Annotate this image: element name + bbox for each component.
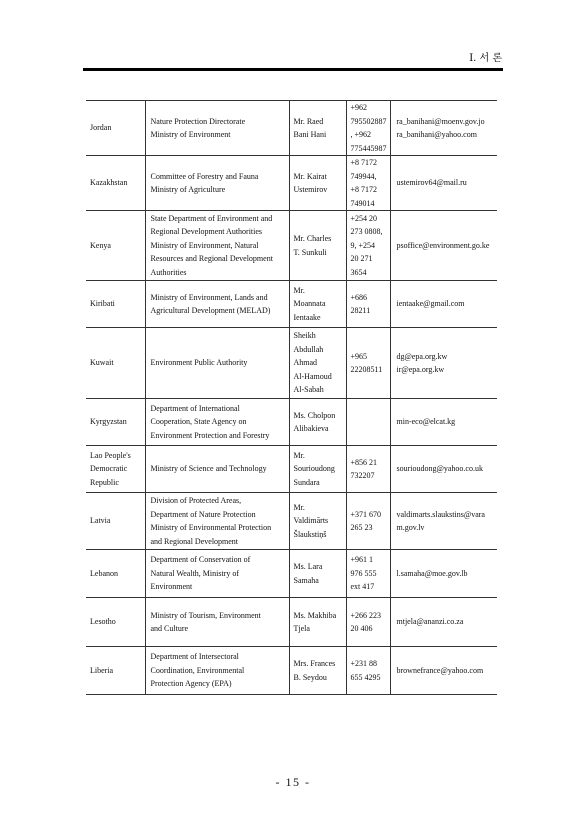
organization-name-line: Ministry of Tourism, Environment bbox=[150, 610, 261, 620]
contact-person-cell bbox=[289, 101, 346, 156]
organization-name-line: Agricultural Development (MELAD) bbox=[150, 306, 271, 315]
phone-number-line: 976 555 bbox=[350, 568, 377, 578]
organization-cell bbox=[145, 399, 289, 446]
organization-cell bbox=[145, 647, 289, 695]
phone-cell bbox=[346, 328, 390, 399]
phone-number-line: 9, +254 bbox=[350, 240, 376, 250]
email-address-line: min-eco@elcat.kg bbox=[396, 417, 456, 427]
phone-number-line: 749944, bbox=[350, 171, 377, 181]
country-cell bbox=[86, 101, 145, 156]
organization-name-line: Ministry of Environment, Natural bbox=[150, 240, 259, 250]
organization-name-line: Authorities bbox=[150, 267, 187, 277]
contact-name-line: B. Seydou bbox=[293, 672, 327, 682]
email-address-line: mtjela@ananzi.co.za bbox=[396, 617, 464, 627]
phone-cell bbox=[346, 399, 390, 446]
country-cell bbox=[86, 211, 145, 281]
table-row bbox=[86, 211, 497, 281]
contact-name-line: Mr. bbox=[293, 285, 305, 295]
organization-cell bbox=[145, 446, 289, 493]
phone-number-line: +8 7172 bbox=[350, 185, 378, 194]
contact-person-cell bbox=[289, 493, 346, 550]
contact-person-cell bbox=[289, 446, 346, 493]
country-name: Lebanon bbox=[90, 568, 118, 578]
phone-number-line: 22208511 bbox=[350, 365, 383, 374]
phone-cell bbox=[346, 281, 390, 328]
organization-name-line: Ministry of Environment, Lands and bbox=[150, 292, 268, 302]
contact-person-cell bbox=[289, 647, 346, 695]
email-cell bbox=[390, 328, 497, 399]
organization-name-line: Environment Public Authority bbox=[150, 358, 248, 368]
phone-number-line: +962 bbox=[350, 103, 368, 112]
phone-number-line: 655 4295 bbox=[350, 672, 381, 682]
email-cell bbox=[390, 446, 497, 493]
contact-person-cell bbox=[289, 281, 346, 328]
country-cell bbox=[86, 156, 145, 211]
phone-number-line: 795502887 bbox=[350, 116, 387, 126]
phone-cell bbox=[346, 446, 390, 493]
table-row bbox=[86, 598, 497, 647]
country-name: Democratic bbox=[90, 464, 128, 474]
contact-person-cell bbox=[289, 550, 346, 598]
phone-number-line: 732207 bbox=[350, 471, 375, 480]
organization-cell bbox=[145, 598, 289, 647]
organization-name-line: Committee of Forestry and Fauna bbox=[150, 171, 259, 181]
email-address-line: l.samaha@moe.gov.lb bbox=[396, 568, 468, 578]
email-cell bbox=[390, 647, 497, 695]
email-cell bbox=[390, 281, 497, 328]
contact-person-cell bbox=[289, 598, 346, 647]
organization-name-line: Coordination, Environmental bbox=[150, 665, 245, 675]
contact-person-cell bbox=[289, 328, 346, 399]
table-row bbox=[86, 281, 497, 328]
contact-name-line: Sheikh bbox=[293, 331, 316, 341]
country-cell bbox=[86, 399, 145, 446]
contact-name-line: Abdullah bbox=[293, 344, 324, 354]
contact-person-cell bbox=[289, 156, 346, 211]
section-header: I. 서 론 bbox=[469, 53, 502, 64]
email-address-line: psoffice@environment.go.ke bbox=[396, 240, 490, 250]
contact-person-cell bbox=[289, 211, 346, 281]
country-name: Jordan bbox=[90, 123, 112, 133]
contact-name-line: Mr. Charles bbox=[293, 234, 332, 243]
email-cell bbox=[390, 101, 497, 156]
table-row bbox=[86, 550, 497, 598]
phone-number-line: 28211 bbox=[350, 306, 371, 315]
contact-name-line: Sundara bbox=[293, 477, 320, 487]
email-address-line: brownefrance@yahoo.com bbox=[396, 665, 484, 675]
email-cell bbox=[390, 399, 497, 446]
page-number: - 15 - bbox=[275, 775, 311, 789]
organization-cell bbox=[145, 211, 289, 281]
contact-name-line: Sourioudong bbox=[293, 464, 335, 474]
country-name: Latvia bbox=[90, 516, 111, 526]
organization-name-line: State Department of Environment and bbox=[150, 213, 273, 223]
organization-name-line: Protection Agency (EPA) bbox=[150, 679, 232, 689]
email-address-line: ientaake@gmail.com bbox=[396, 299, 465, 309]
phone-number-line: 20 271 bbox=[350, 254, 373, 264]
country-cell bbox=[86, 281, 145, 328]
organization-name-line: and Regional Development bbox=[150, 536, 239, 546]
phone-number-line: 20 406 bbox=[350, 624, 373, 633]
country-name: Kazakhstan bbox=[90, 178, 128, 188]
contact-name-line: Alibakieva bbox=[293, 424, 329, 433]
email-address-line: valdimarts.slaukstins@vara bbox=[396, 509, 485, 519]
phone-cell bbox=[346, 211, 390, 281]
email-address-line: sourioudong@yahoo.co.uk bbox=[396, 464, 483, 474]
email-cell bbox=[390, 598, 497, 647]
contact-person-cell bbox=[289, 399, 346, 446]
contact-name-line: Valdimārts bbox=[293, 516, 329, 526]
country-name: Lao People's bbox=[90, 450, 131, 460]
email-cell bbox=[390, 156, 497, 211]
country-name: Liberia bbox=[90, 665, 114, 675]
country-name: Kuwait bbox=[90, 358, 114, 368]
country-name: Republic bbox=[90, 477, 119, 487]
contact-name-line: Samaha bbox=[293, 575, 319, 585]
contact-name-line: Ms. Makhiba bbox=[293, 610, 337, 620]
email-address-line: ra_banihani@moenv.gov.jo bbox=[396, 116, 485, 126]
table-row bbox=[86, 446, 497, 493]
phone-number-line: ext 417 bbox=[350, 582, 375, 592]
contact-name-line: Bani Hani bbox=[293, 130, 327, 139]
email-address-line: ir@epa.org.kw bbox=[396, 365, 445, 374]
header-rule bbox=[83, 68, 503, 71]
table-row bbox=[86, 647, 497, 695]
organization-name-line: Division of Protected Areas, bbox=[150, 496, 242, 505]
phone-number-line: +254 20 bbox=[350, 213, 378, 223]
organization-name-line: Resources and Regional Development bbox=[150, 254, 273, 264]
contact-name-line: Mr. bbox=[293, 450, 305, 460]
contacts-table bbox=[86, 100, 497, 695]
phone-cell bbox=[346, 101, 390, 156]
country-cell bbox=[86, 647, 145, 695]
organization-cell bbox=[145, 281, 289, 328]
phone-number-line: +965 bbox=[350, 351, 368, 361]
country-cell bbox=[86, 446, 145, 493]
country-name: Lesotho bbox=[90, 617, 116, 627]
organization-name-line: Department of Intersectoral bbox=[150, 652, 239, 662]
contact-name-line: Ahmad bbox=[293, 358, 318, 368]
phone-number-line: +961 1 bbox=[350, 555, 374, 565]
organization-cell bbox=[145, 493, 289, 550]
country-cell bbox=[86, 598, 145, 647]
table-row bbox=[86, 156, 497, 211]
table-row bbox=[86, 101, 497, 156]
email-cell bbox=[390, 550, 497, 598]
phone-number-line: 749014 bbox=[350, 198, 375, 208]
table-row bbox=[86, 328, 497, 399]
phone-number-line: , +962 bbox=[350, 130, 372, 139]
contact-name-line: T. Sunkuli bbox=[293, 247, 327, 257]
country-name: Kenya bbox=[90, 240, 111, 250]
organization-name-line: Department of Nature Protection bbox=[150, 509, 256, 519]
organization-cell bbox=[145, 156, 289, 211]
phone-number-line: 775445987 bbox=[350, 143, 387, 153]
email-address-line: m.gov.lv bbox=[396, 523, 425, 532]
contact-name-line: Mr. Kairat bbox=[293, 171, 327, 181]
phone-cell bbox=[346, 598, 390, 647]
phone-number-line: +231 88 bbox=[350, 659, 378, 668]
organization-name-line: Ministry of Environmental Protection bbox=[150, 523, 272, 532]
contact-name-line: Šlaukstiņš bbox=[293, 529, 327, 539]
organization-name-line: Cooperation, State Agency on bbox=[150, 417, 247, 427]
organization-cell bbox=[145, 550, 289, 598]
table-row bbox=[86, 493, 497, 550]
contacts-table-body bbox=[86, 101, 497, 695]
organization-name-line: Ministry of Agriculture bbox=[150, 185, 226, 194]
organization-name-line: Ministry of Science and Technology bbox=[150, 464, 267, 474]
phone-number-line: +266 223 bbox=[350, 610, 382, 620]
email-address-line: dg@epa.org.kw bbox=[396, 351, 448, 361]
phone-number-line: +856 21 bbox=[350, 457, 378, 467]
country-cell bbox=[86, 328, 145, 399]
email-address-line: ustemirov64@mail.ru bbox=[396, 178, 467, 188]
organization-name-line: Regional Development Authorities bbox=[150, 227, 263, 237]
contact-name-line: Ms. Cholpon bbox=[293, 410, 336, 420]
email-address-line: ra_banihani@yahoo.com bbox=[396, 130, 477, 139]
contact-name-line: Al-Hamoud bbox=[293, 371, 332, 381]
phone-number-line: 265 23 bbox=[350, 523, 373, 532]
country-cell bbox=[86, 493, 145, 550]
organization-cell bbox=[145, 328, 289, 399]
organization-name-line: Department of International bbox=[150, 403, 240, 413]
organization-name-line: Ministry of Environment bbox=[150, 130, 231, 139]
phone-cell bbox=[346, 156, 390, 211]
phone-number-line: +371 670 bbox=[350, 509, 382, 519]
organization-name-line: Environment bbox=[150, 582, 193, 592]
country-name: Kiribati bbox=[90, 299, 115, 309]
organization-name-line: Nature Protection Directorate bbox=[150, 116, 246, 126]
contact-name-line: Ms. Lara bbox=[293, 562, 323, 571]
contact-name-line: Mr. bbox=[293, 502, 305, 512]
organization-name-line: Natural Wealth, Ministry of bbox=[150, 568, 240, 578]
table-row bbox=[86, 399, 497, 446]
phone-number-line: 273 0808, bbox=[350, 227, 383, 237]
contact-name-line: Tjela bbox=[293, 624, 310, 633]
contact-name-line: Mrs. Frances bbox=[293, 659, 336, 668]
contact-name-line: Moannata bbox=[293, 299, 326, 309]
organization-name-line: and Culture bbox=[150, 624, 189, 633]
phone-number-line: +8 7172 bbox=[350, 158, 378, 167]
country-cell bbox=[86, 550, 145, 598]
phone-cell bbox=[346, 550, 390, 598]
contact-name-line: Mr. Raed bbox=[293, 116, 324, 126]
country-name: Kyrgyzstan bbox=[90, 417, 127, 427]
organization-cell bbox=[145, 101, 289, 156]
contact-name-line: Ientaake bbox=[293, 312, 321, 322]
contact-name-line: Ustemirov bbox=[293, 185, 328, 194]
phone-number-line: +686 bbox=[350, 292, 368, 302]
phone-cell bbox=[346, 493, 390, 550]
phone-number-line: 3654 bbox=[350, 267, 367, 277]
email-cell bbox=[390, 493, 497, 550]
phone-cell bbox=[346, 647, 390, 695]
organization-name-line: Environment Protection and Forestry bbox=[150, 430, 270, 440]
email-cell bbox=[390, 211, 497, 281]
contact-name-line: Al-Sabah bbox=[293, 385, 324, 395]
organization-name-line: Department of Conservation of bbox=[150, 555, 251, 565]
